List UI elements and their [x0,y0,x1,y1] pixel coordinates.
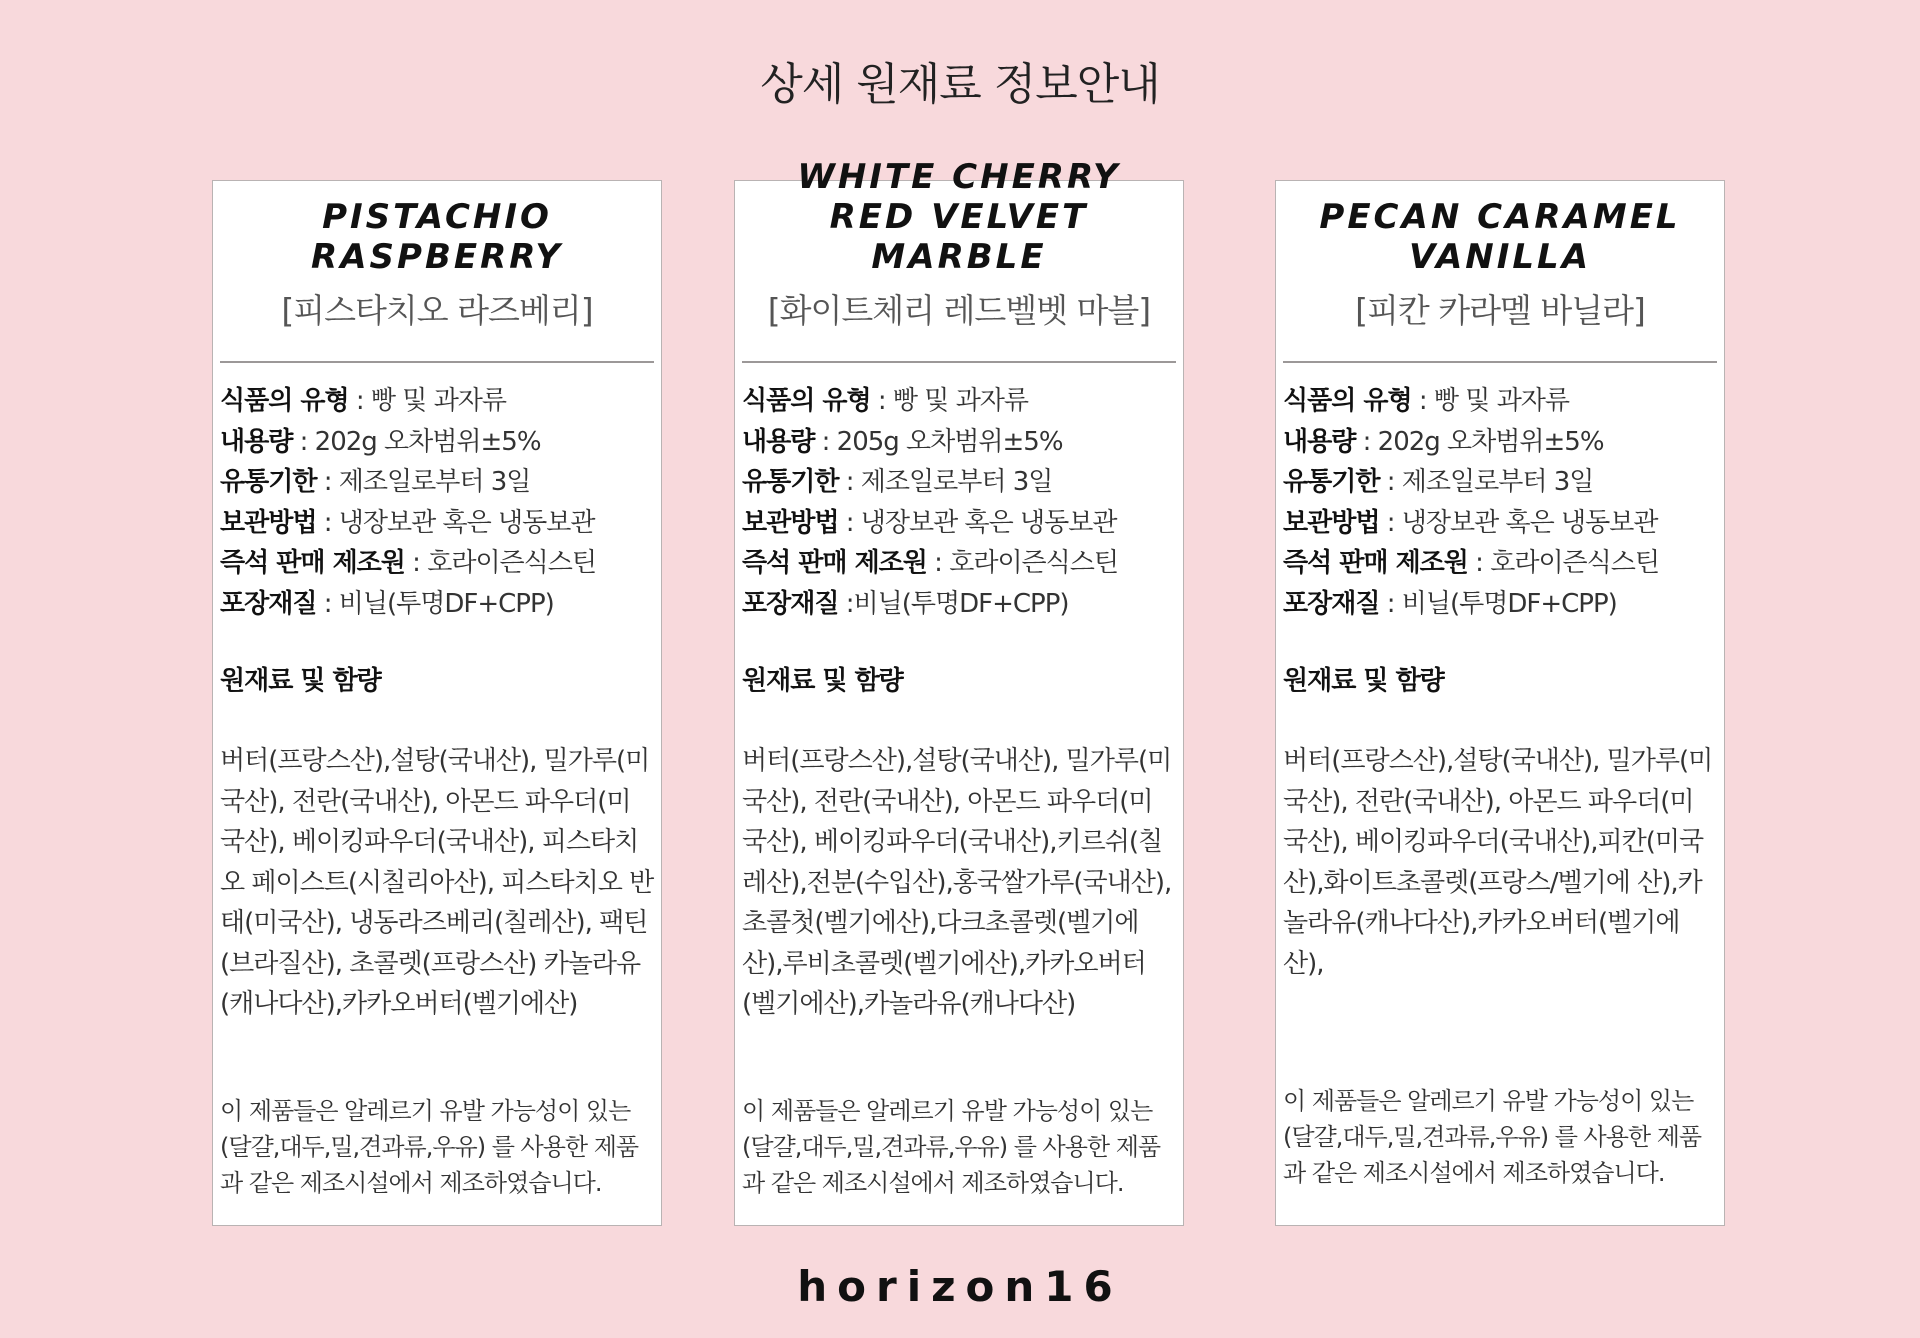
maker-value: : 호라이즌식스틴 [404,548,597,578]
content-label: 내용량 [742,426,815,457]
maker-row [220,543,654,584]
storage-row [742,503,1176,544]
allergy-notice: 이 제품들은 알레르기 유발 가능성이 있는 (달걀,대두,밀,견과류,우유) 를 사용한 제품과 같은 제조시설에서 제조하였습니다. [220,1097,639,1197]
packaging-row [1283,584,1717,625]
food-type-row [742,381,1176,422]
storage-value: : 냉장보관 혹은 냉동보관 [838,507,1117,538]
card-header [742,157,1176,363]
packaging-value: : 비닐(투명DF+CPP) [1379,588,1617,619]
storage-label: 보관방법 [220,507,317,538]
expiry-label: 유통기한 [220,467,317,497]
food-type-row [220,381,654,422]
maker-row [742,543,1176,584]
card-header [220,181,654,363]
storage-value: : 냉장보관 혹은 냉동보관 [1379,507,1658,538]
maker-value: : 호라이즌식스틴 [1467,548,1660,578]
maker-label: 즉석 판매 제조원 [742,548,927,578]
food-type-row [1283,381,1717,422]
product-name-ko: [피칸 카라멜 바닐라] [1355,291,1645,330]
ingredients-text: 버터(프랑스산),설탕(국내산), 밀가루(미국산), 전란(국내산), 아몬드 파우더(미국산), 베이킹파우더(국내산),피칸(미국산),화이트초콜렛(프랑스/벨기에 산),카놀라유(캐나다산),카카오버터(벨기에산), [1283,746,1713,979]
page-title: 상세 원재료 정보안내 [760,59,1160,110]
packaging-row [220,584,654,625]
content-row [742,422,1176,463]
content-value: : 205g 오차범위±5% [814,426,1063,457]
ingredients-text: 버터(프랑스산),설탕(국내산), 밀가루(미국산), 전란(국내산), 아몬드 파우더(미국산), 베이킹파우더(국내산), 피스타치오 페이스트(시칠리아산), 피스타치오 반태(미국산), 냉동라즈베리(칠레산), 팩틴(브라질산), 초콜렛(프랑스산) 카놀라유(캐나다산),카카오버터(벨기에산) [220,746,654,1019]
allergy-notice: 이 제품들은 알레르기 유발 가능성이 있는 (달걀,대두,밀,견과류,우유) 를 사용한 제품과 같은 제조시설에서 제조하였습니다. [1283,1087,1702,1187]
product-info [1283,381,1717,624]
ingredients-title: 원재료 및 함량 [220,666,381,696]
storage-row [220,503,654,544]
packaging-value: : 비닐(투명DF+CPP) [316,588,554,619]
storage-row [1283,503,1717,544]
content-value: : 202g 오차범위±5% [1355,426,1604,457]
expiry-value: : 제조일로부터 3일 [838,467,1053,497]
card-header [1283,181,1717,363]
food-type-label: 식품의 유형 [220,386,349,416]
content-row [220,422,654,463]
ingredients-text: 버터(프랑스산),설탕(국내산), 밀가루(미국산), 전란(국내산), 아몬드 파우더(미국산), 베이킹파우더(국내산),키르쉬(칠레산),전분(수입산),홍국쌀가루(국내산),초콜첫(벨기에산),다크초콜렛(벨기에산),루비초콜렛(벨기에산),카카오버터(벨기에산),카놀라유(캐나다산) [742,746,1172,1019]
product-name-ko: [화이트체리 레드벨벳 마블] [767,291,1151,330]
product-name-en: PISTACHIO RASPBERRY [311,197,563,277]
ingredients-title: 원재료 및 함량 [742,666,903,696]
packaging-label: 포장재질 [742,588,839,619]
product-card-pistachio-raspberry [212,180,662,1226]
content-label: 내용량 [1283,426,1356,457]
content-value: : 202g 오차범위±5% [292,426,541,457]
maker-value: : 호라이즌식스틴 [926,548,1119,578]
product-info [742,381,1176,624]
food-type-value: : 빵 및 과자류 [870,386,1029,416]
product-card-white-cherry-red-velvet-marble [734,157,1184,1226]
expiry-row [742,462,1176,503]
allergy-notice: 이 제품들은 알레르기 유발 가능성이 있는 (달걀,대두,밀,견과류,우유) 를 사용한 제품과 같은 제조시설에서 제조하였습니다. [742,1097,1161,1197]
food-type-value: : 빵 및 과자류 [1411,386,1570,416]
product-info [220,381,654,624]
product-name-en: PECAN CARAMEL VANILLA [1319,197,1681,277]
product-card-pecan-caramel-vanilla [1275,180,1725,1226]
expiry-row [220,462,654,503]
packaging-label: 포장재질 [220,588,317,619]
packaging-row [742,584,1176,625]
product-name-en: WHITE CHERRY RED VELVET MARBLE [797,157,1121,277]
expiry-value: : 제조일로부터 3일 [1379,467,1594,497]
storage-label: 보관방법 [742,507,839,538]
content-row [1283,422,1717,463]
packaging-value: :비닐(투명DF+CPP) [838,588,1069,619]
packaging-label: 포장재질 [1283,588,1380,619]
storage-label: 보관방법 [1283,507,1380,538]
storage-value: : 냉장보관 혹은 냉동보관 [316,507,595,538]
food-type-value: : 빵 및 과자류 [348,386,507,416]
maker-label: 즉석 판매 제조원 [1283,548,1468,578]
brand-logo: horizon16 [797,1262,1123,1311]
expiry-row [1283,462,1717,503]
expiry-label: 유통기한 [742,467,839,497]
expiry-label: 유통기한 [1283,467,1380,497]
content-label: 내용량 [220,426,293,457]
maker-row [1283,543,1717,584]
ingredients-title: 원재료 및 함량 [1283,666,1444,696]
food-type-label: 식품의 유형 [742,386,871,416]
expiry-value: : 제조일로부터 3일 [316,467,531,497]
food-type-label: 식품의 유형 [1283,386,1412,416]
maker-label: 즉석 판매 제조원 [220,548,405,578]
product-name-ko: [피스타치오 라즈베리] [281,291,593,330]
